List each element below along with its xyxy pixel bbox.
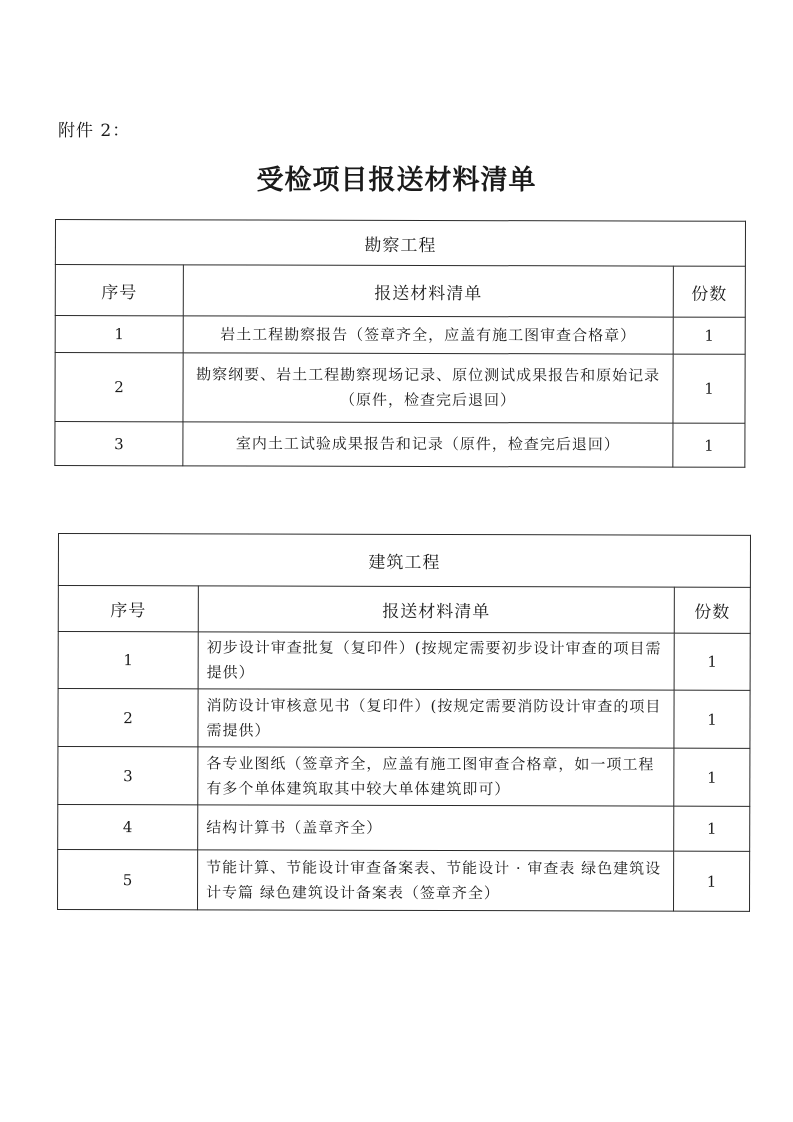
row-material: 节能计算、节能设计审查备案表、节能设计 · 审查表 绿色建筑设计专篇 绿色建筑设计备案表（签章齐全） (198, 850, 674, 911)
row-seq: 4 (58, 805, 198, 850)
row-seq: 1 (55, 316, 183, 353)
table-row (55, 316, 745, 355)
row-copies: 1 (674, 690, 750, 748)
table-row (58, 747, 750, 807)
material-header: 报送材料清单 (183, 265, 673, 317)
row-seq: 5 (58, 850, 198, 910)
row-copies: 1 (674, 748, 750, 806)
table-row (55, 353, 745, 424)
row-copies: 1 (674, 806, 750, 851)
copies-header: 份数 (674, 587, 750, 633)
seq-header: 序号 (58, 586, 198, 632)
row-material: 勘察纲要、岩土工程勘察现场记录、原位测试成果报告和原始记录（原件，检查完后退回） (183, 353, 673, 423)
building-heading: 建筑工程 (58, 534, 750, 588)
row-material: 结构计算书（盖章齐全） (198, 805, 674, 851)
table-row (58, 689, 750, 749)
page-title: 受检项目报送材料清单 (256, 165, 537, 196)
attachment-label: 附件 2： (58, 121, 131, 141)
row-material: 消防设计审核意见书（复印件）(按规定需要消防设计审查的项目需提供） (198, 689, 674, 748)
row-copies: 1 (673, 317, 745, 354)
table-row (58, 850, 750, 912)
row-seq: 1 (58, 632, 198, 689)
row-copies: 1 (673, 423, 745, 467)
table-row (58, 632, 750, 691)
row-material: 初步设计审查批复（复印件）(按规定需要初步设计审查的项目需提供） (198, 632, 674, 690)
row-copies: 1 (674, 633, 750, 690)
row-material: 室内土工试验成果报告和记录（原件，检查完后退回） (183, 422, 673, 467)
row-copies: 1 (674, 851, 750, 911)
copies-header: 份数 (673, 266, 745, 317)
seq-header: 序号 (55, 265, 183, 316)
row-material: 岩土工程勘察报告（签章齐全，应盖有施工图审查合格章） (183, 316, 673, 354)
building-table (57, 533, 751, 912)
table-row (58, 805, 750, 852)
row-copies: 1 (673, 354, 745, 423)
row-seq: 2 (58, 689, 198, 747)
survey-heading: 勘察工程 (55, 220, 745, 267)
material-header: 报送材料清单 (198, 586, 674, 633)
row-seq: 3 (58, 747, 198, 805)
table-row (55, 422, 745, 468)
row-seq: 2 (55, 353, 183, 422)
survey-table (54, 219, 746, 468)
row-material: 各专业图纸（签章齐全，应盖有施工图审查合格章，如一项工程有多个单体建筑取其中较大单体建筑即可） (198, 747, 674, 806)
row-seq: 3 (55, 422, 183, 466)
